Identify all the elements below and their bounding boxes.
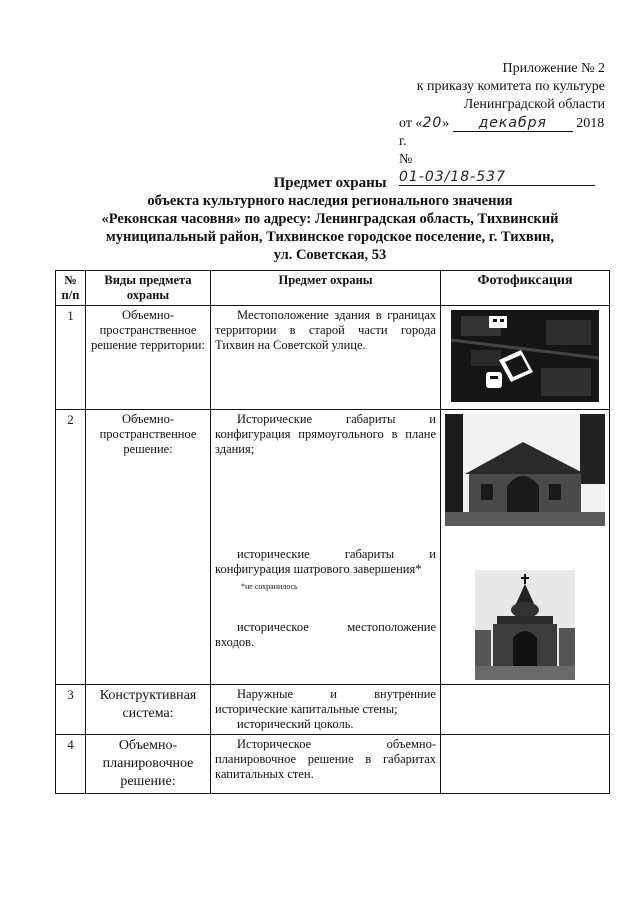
document-title: [60, 174, 600, 264]
header-num: № п/п: [56, 271, 86, 306]
row-type: Объемно-пространственное решение территории:: [86, 306, 211, 410]
table-row: [56, 410, 610, 685]
row-num: 4: [56, 735, 86, 794]
row-photo: [441, 410, 610, 685]
table-header-row: [56, 271, 610, 306]
date-year: 2018 г.: [399, 116, 605, 149]
row-type: Объемно-планировочное решение:: [86, 735, 211, 794]
row-num: 3: [56, 685, 86, 735]
title-line-5: ул. Советская, 53: [273, 247, 387, 263]
title-line-1: Предмет охраны: [273, 175, 387, 191]
date-day: 20: [422, 115, 443, 131]
protection-table: [55, 270, 610, 794]
row-desc: Местоположение здания в границах территории в старой части города Тихвин на Советской улице.: [211, 306, 441, 410]
appendix-date: от «20» декабря 2018 г.: [399, 115, 605, 149]
row-photo: [441, 306, 610, 410]
appendix-block: [385, 60, 605, 187]
appendix-region: Ленинградской области: [463, 97, 605, 112]
table-row: [56, 735, 610, 794]
header-subject: Предмет охраны: [211, 271, 441, 306]
row-desc: Наружные и внутренние исторические капитальные стены; исторический цоколь.: [211, 685, 441, 735]
appendix-number: № 01-03/18-537: [385, 151, 605, 187]
footnote: *не сохранилось: [241, 582, 298, 591]
row-type: Конструктивная система:: [86, 685, 211, 735]
row-desc: Исторические габариты и конфигурация прямоугольного в плане здания; исторические габариты и конфигурация шатрового завершения* *не сохранилось историческое местоположение входов.: [211, 410, 441, 685]
row-num: 2: [56, 410, 86, 685]
header-type: Виды предмета охраны: [86, 271, 211, 306]
map-photo-icon: [451, 310, 599, 402]
historic-chapel-photo-icon: [475, 570, 575, 680]
appendix-title: Приложение № 2: [502, 61, 605, 76]
header-photo: Фотофиксация: [441, 271, 610, 306]
row-desc: Историческое объемно-планировочное решение в габаритах капитальных стен.: [211, 735, 441, 794]
table-row: [56, 685, 610, 735]
row-num: 1: [56, 306, 86, 410]
row-photo-empty: [441, 735, 610, 794]
title-line-4: муниципальный район, Тихвинское городское поселение, г. Тихвин,: [105, 229, 555, 245]
title-line-2: объекта культурного наследия регионального значения: [147, 193, 513, 209]
appendix-order: к приказу комитета по культуре: [416, 79, 605, 94]
building-photo-icon: [445, 414, 605, 526]
row-type: Объемно-пространственное решение:: [86, 410, 211, 685]
order-number: 01-03/18-537: [399, 170, 595, 186]
table-row: [56, 306, 610, 410]
date-month: декабря: [453, 116, 573, 132]
row-photo-empty: [441, 685, 610, 735]
title-line-3: «Реконская часовня» по адресу: Ленинградская область, Тихвинский: [101, 211, 559, 227]
